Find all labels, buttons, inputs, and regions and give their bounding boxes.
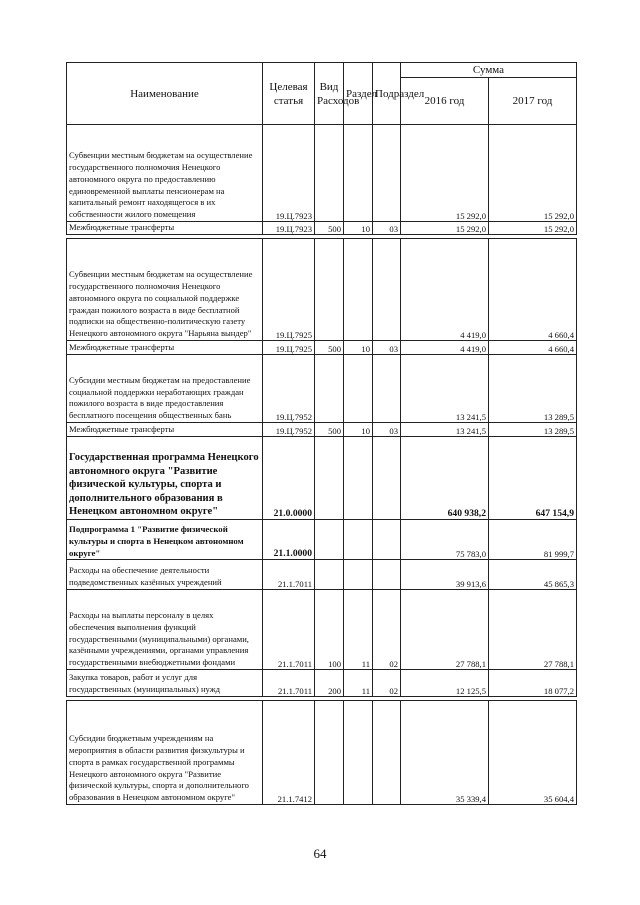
row-2017: 18 077,2 (489, 670, 577, 697)
table-row (67, 125, 577, 222)
table-row (67, 355, 577, 423)
table-row (67, 437, 577, 520)
row-rz (344, 125, 373, 222)
header-target: Целевая статья (263, 63, 315, 125)
row-vr: 500 (315, 341, 344, 355)
row-rz (344, 239, 373, 341)
row-2016: 15 292,0 (401, 222, 489, 235)
row-2016: 15 292,0 (401, 125, 489, 222)
header-subsection: Подраздел (373, 63, 401, 125)
row-pr (373, 437, 401, 520)
row-2017: 15 292,0 (489, 222, 577, 235)
row-name: Межбюджетные трансферты (67, 341, 263, 355)
row-pr: 03 (373, 341, 401, 355)
table-row (67, 341, 577, 355)
row-2017: 13 289,5 (489, 355, 577, 423)
row-pr (373, 125, 401, 222)
row-name: Субсидии бюджетным учреждениям на мероприятия в области развития физкультуры и спорта в рамках государственной программы Ненецкого автономного округа "Развитие физической культуры, спорта и дополнительного образования в Ненецком автономном округе" (67, 701, 263, 805)
row-rz (344, 520, 373, 560)
table-header (67, 63, 577, 125)
row-name: Расходы на выплаты персоналу в целях обеспечения выполнения функций государственными (муниципальными) органами, казёнными учреждениями, органами управления государственными внебюджетными фондами (67, 590, 263, 670)
row-2016: 12 125,5 (401, 670, 489, 697)
row-2016: 4 419,0 (401, 341, 489, 355)
row-rz (344, 437, 373, 520)
row-2016: 13 241,5 (401, 355, 489, 423)
row-vr (315, 560, 344, 590)
row-vr (315, 125, 344, 222)
row-code: 19.Ц.7925 (263, 239, 315, 341)
row-2017: 4 660,4 (489, 341, 577, 355)
row-pr (373, 520, 401, 560)
header-year-2016: 2016 год (401, 78, 489, 125)
row-2017: 45 865,3 (489, 560, 577, 590)
row-rz: 10 (344, 341, 373, 355)
row-vr (315, 355, 344, 423)
row-2017: 35 604,4 (489, 701, 577, 805)
table-row (67, 423, 577, 437)
row-vr: 100 (315, 590, 344, 670)
row-rz: 11 (344, 590, 373, 670)
budget-table (66, 62, 577, 805)
row-code: 19.Ц.7952 (263, 355, 315, 423)
row-code: 19.Ц.7952 (263, 423, 315, 437)
row-name: Расходы на обеспечение деятельности подведомственных казённых учреждений (67, 560, 263, 590)
table-row (67, 701, 577, 805)
row-rz (344, 355, 373, 423)
row-rz: 11 (344, 670, 373, 697)
row-vr (315, 239, 344, 341)
row-vr: 500 (315, 222, 344, 235)
row-code: 21.0.0000 (263, 437, 315, 520)
row-name: Подпрограмма 1 "Развитие физической культуры и спорта в Ненецком автономном округе" (67, 520, 263, 560)
row-2017: 15 292,0 (489, 125, 577, 222)
row-name: Субвенции местным бюджетам на осуществление государственного полномочия Ненецкого автономного округа по социальной поддержке граждан пожилого возраста в виде бесплатной подписки на общественно-политическую газету Ненецкого автономного округа "Нарьяна вындер" (67, 239, 263, 341)
row-pr (373, 560, 401, 590)
row-pr: 03 (373, 423, 401, 437)
row-pr: 02 (373, 590, 401, 670)
row-vr: 200 (315, 670, 344, 697)
row-2016: 13 241,5 (401, 423, 489, 437)
row-code: 21.1.7011 (263, 670, 315, 697)
row-rz: 10 (344, 222, 373, 235)
row-vr (315, 701, 344, 805)
row-2017: 13 289,5 (489, 423, 577, 437)
row-2016: 640 938,2 (401, 437, 489, 520)
table-row (67, 222, 577, 235)
row-code: 19.Ц.7923 (263, 222, 315, 235)
row-2016: 39 913,6 (401, 560, 489, 590)
row-code: 21.1.7011 (263, 560, 315, 590)
row-2016: 75 783,0 (401, 520, 489, 560)
table-body (67, 125, 577, 805)
row-2017: 647 154,9 (489, 437, 577, 520)
row-name: Субсидии местным бюджетам на предоставление социальной поддержки неработающих граждан пожилого возраста в виде предоставления бесплатного посещения общественных бань (67, 355, 263, 423)
header-year-2017: 2017 год (489, 78, 577, 125)
header-sum: Сумма (401, 63, 577, 78)
row-2017: 27 788,1 (489, 590, 577, 670)
header-name: Наименование (67, 63, 263, 125)
row-pr: 02 (373, 670, 401, 697)
row-2016: 4 419,0 (401, 239, 489, 341)
row-code: 19.Ц.7923 (263, 125, 315, 222)
page-number: 64 (313, 846, 327, 861)
row-code: 21.1.7412 (263, 701, 315, 805)
row-pr: 03 (373, 222, 401, 235)
row-rz (344, 701, 373, 805)
row-rz (344, 560, 373, 590)
row-name: Межбюджетные трансферты (67, 222, 263, 235)
row-2016: 35 339,4 (401, 701, 489, 805)
table-row (67, 590, 577, 670)
row-name: Закупка товаров, работ и услуг для государственных (муниципальных) нужд (67, 670, 263, 697)
row-pr (373, 239, 401, 341)
row-vr: 500 (315, 423, 344, 437)
table-row (67, 670, 577, 697)
row-2017: 4 660,4 (489, 239, 577, 341)
row-name: Межбюджетные трансферты (67, 423, 263, 437)
row-2016: 27 788,1 (401, 590, 489, 670)
row-vr (315, 437, 344, 520)
row-pr (373, 355, 401, 423)
header-section: Раздел (344, 63, 373, 125)
row-vr (315, 520, 344, 560)
row-code: 19.Ц.7925 (263, 341, 315, 355)
table-row (67, 560, 577, 590)
row-rz: 10 (344, 423, 373, 437)
row-name: Государственная программа Ненецкого автономного округа "Развитие физической культуры, спорта и дополнительного образования в Ненецком автономном округе" (67, 437, 263, 520)
table-row (67, 520, 577, 560)
row-code: 21.1.0000 (263, 520, 315, 560)
row-pr (373, 701, 401, 805)
header-expense-kind: Вид Расходов (315, 63, 344, 125)
row-2017: 81 999,7 (489, 520, 577, 560)
row-code: 21.1.7011 (263, 590, 315, 670)
row-name: Субвенции местным бюджетам на осуществление государственного полномочия Ненецкого автономного округа по предоставлению единовременной выплаты пенсионерам на капитальный ремонт находящегося в их собственности жилого помещения (67, 125, 263, 222)
table-row (67, 239, 577, 341)
